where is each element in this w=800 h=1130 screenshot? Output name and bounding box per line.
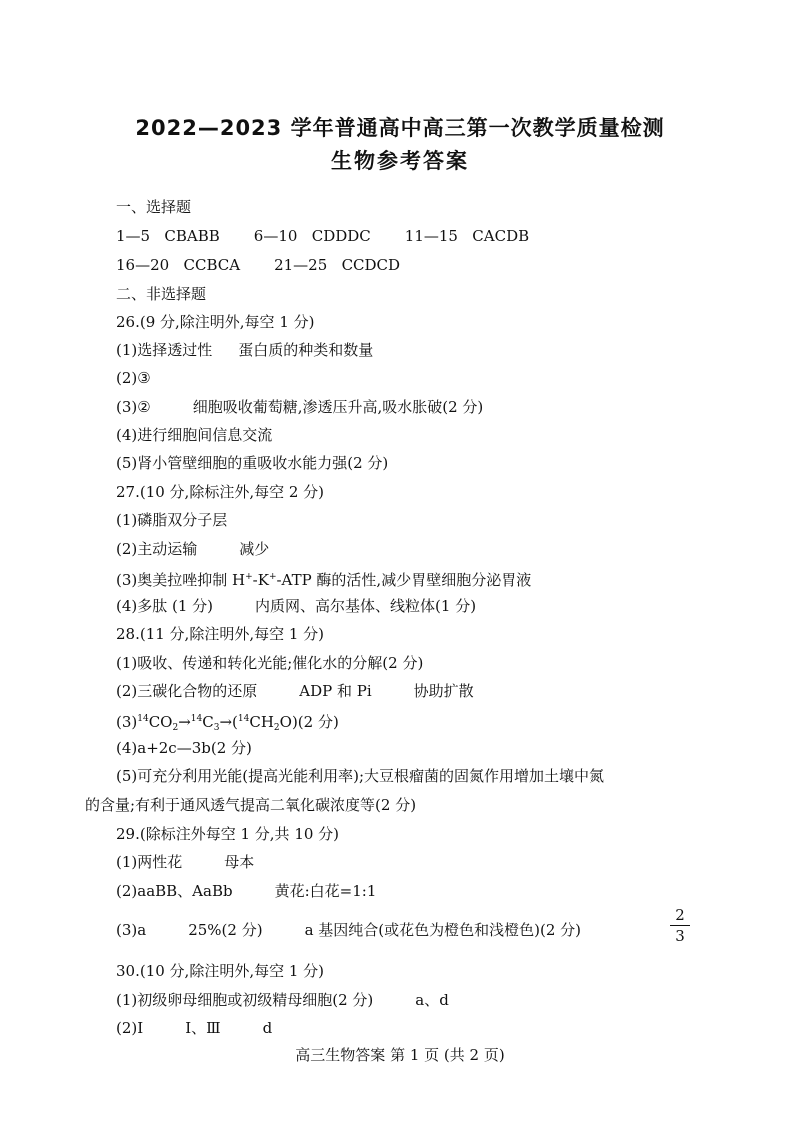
q29-heading: 29.(除标注外每空 1 分,共 10 分): [116, 825, 340, 843]
mc-range: 1—5: [116, 227, 151, 245]
mc-answer: CCDCD: [341, 256, 401, 274]
q27-line-4: (4)多肽 (1 分) 内质网、高尔基体、线粒体(1 分): [116, 597, 477, 615]
q28-line-5a: (5)可充分利用光能(提高光能利用率);大豆根瘤菌的固氮作用增加土壤中氮: [116, 767, 605, 785]
choice-answers-row-2: [116, 256, 400, 274]
section-heading-nonchoice: 二、非选择题: [116, 285, 207, 303]
q27-heading: 27.(10 分,除标注外,每空 2 分): [116, 483, 325, 501]
q26-line-5: (5)肾小管壁细胞的重吸收水能力强(2 分): [116, 454, 389, 472]
q30-line-1: (1)初级卵母细胞或初级精母细胞(2 分) a、d: [116, 991, 449, 1009]
fraction-numerator: 2: [675, 906, 685, 924]
q26-line-3: (3)② 细胞吸收葡萄糖,渗透压升高,吸水胀破(2 分): [116, 398, 484, 416]
q30-heading: 30.(10 分,除注明外,每空 1 分): [116, 962, 325, 980]
q29-line-2: (2)aaBB、AaBb 黄花:白花=1:1: [116, 882, 377, 900]
mc-answer: CDDDC: [311, 227, 371, 245]
q27-line-3: (3)奥美拉唑抑制 H+-K+-ATP 酶的活性,减少胃壁细胞分泌胃液: [116, 571, 532, 589]
page-footer: 高三生物答案 第 1 页 (共 2 页): [295, 1046, 505, 1064]
q27-line-2: (2)主动运输 减少: [116, 540, 270, 558]
fraction-denominator: 3: [675, 927, 685, 945]
mc-range: 16—20: [116, 256, 170, 274]
q28-line-4: (4)a+2c—3b(2 分): [116, 739, 252, 757]
q28-line-2: (2)三碳化合物的还原 ADP 和 Pi 协助扩散: [116, 682, 474, 700]
q29-line-1: (1)两性花 母本: [116, 853, 255, 871]
q26-heading: 26.(9 分,除注明外,每空 1 分): [116, 313, 315, 331]
choice-answers-row-1: [116, 227, 529, 245]
q26-line-4: (4)进行细胞间信息交流: [116, 426, 273, 444]
section-heading-choice: 一、选择题: [116, 198, 192, 216]
q27-line-1: (1)磷脂双分子层: [116, 511, 228, 529]
fraction-answer: [670, 906, 690, 945]
mc-answer: CCBCA: [183, 256, 241, 274]
q29-line-3: (3)a 25%(2 分) a 基因纯合(或花色为橙色和浅橙色)(2 分): [116, 921, 581, 939]
mc-range: 6—10: [253, 227, 298, 245]
q28-line-5b: 的含量;有利于通风透气提高二氧化碳浓度等(2 分): [85, 796, 417, 814]
mc-answer: CACDB: [472, 227, 530, 245]
q26-line-2: (2)③: [116, 369, 151, 387]
page-title: 2022—2023 学年普通高中高三第一次教学质量检测: [135, 116, 665, 140]
q28-line-1: (1)吸收、传递和转化光能;催化水的分解(2 分): [116, 654, 424, 672]
mc-answer: CBABB: [164, 227, 220, 245]
q26-line-1: (1)选择透过性 蛋白质的种类和数量: [116, 341, 374, 359]
q28-line-3: $(3)^{14}CO_2\to^{14}C_3\to(^{14}CH_2O)(2$ 分): [116, 713, 339, 733]
page-subtitle: 生物参考答案: [331, 149, 469, 173]
mc-range: 21—25: [274, 256, 328, 274]
q30-line-2: (2)Ⅰ Ⅰ、Ⅲ d: [116, 1019, 273, 1037]
mc-range: 11—15: [404, 227, 458, 245]
q28-heading: 28.(11 分,除注明外,每空 1 分): [116, 625, 325, 643]
